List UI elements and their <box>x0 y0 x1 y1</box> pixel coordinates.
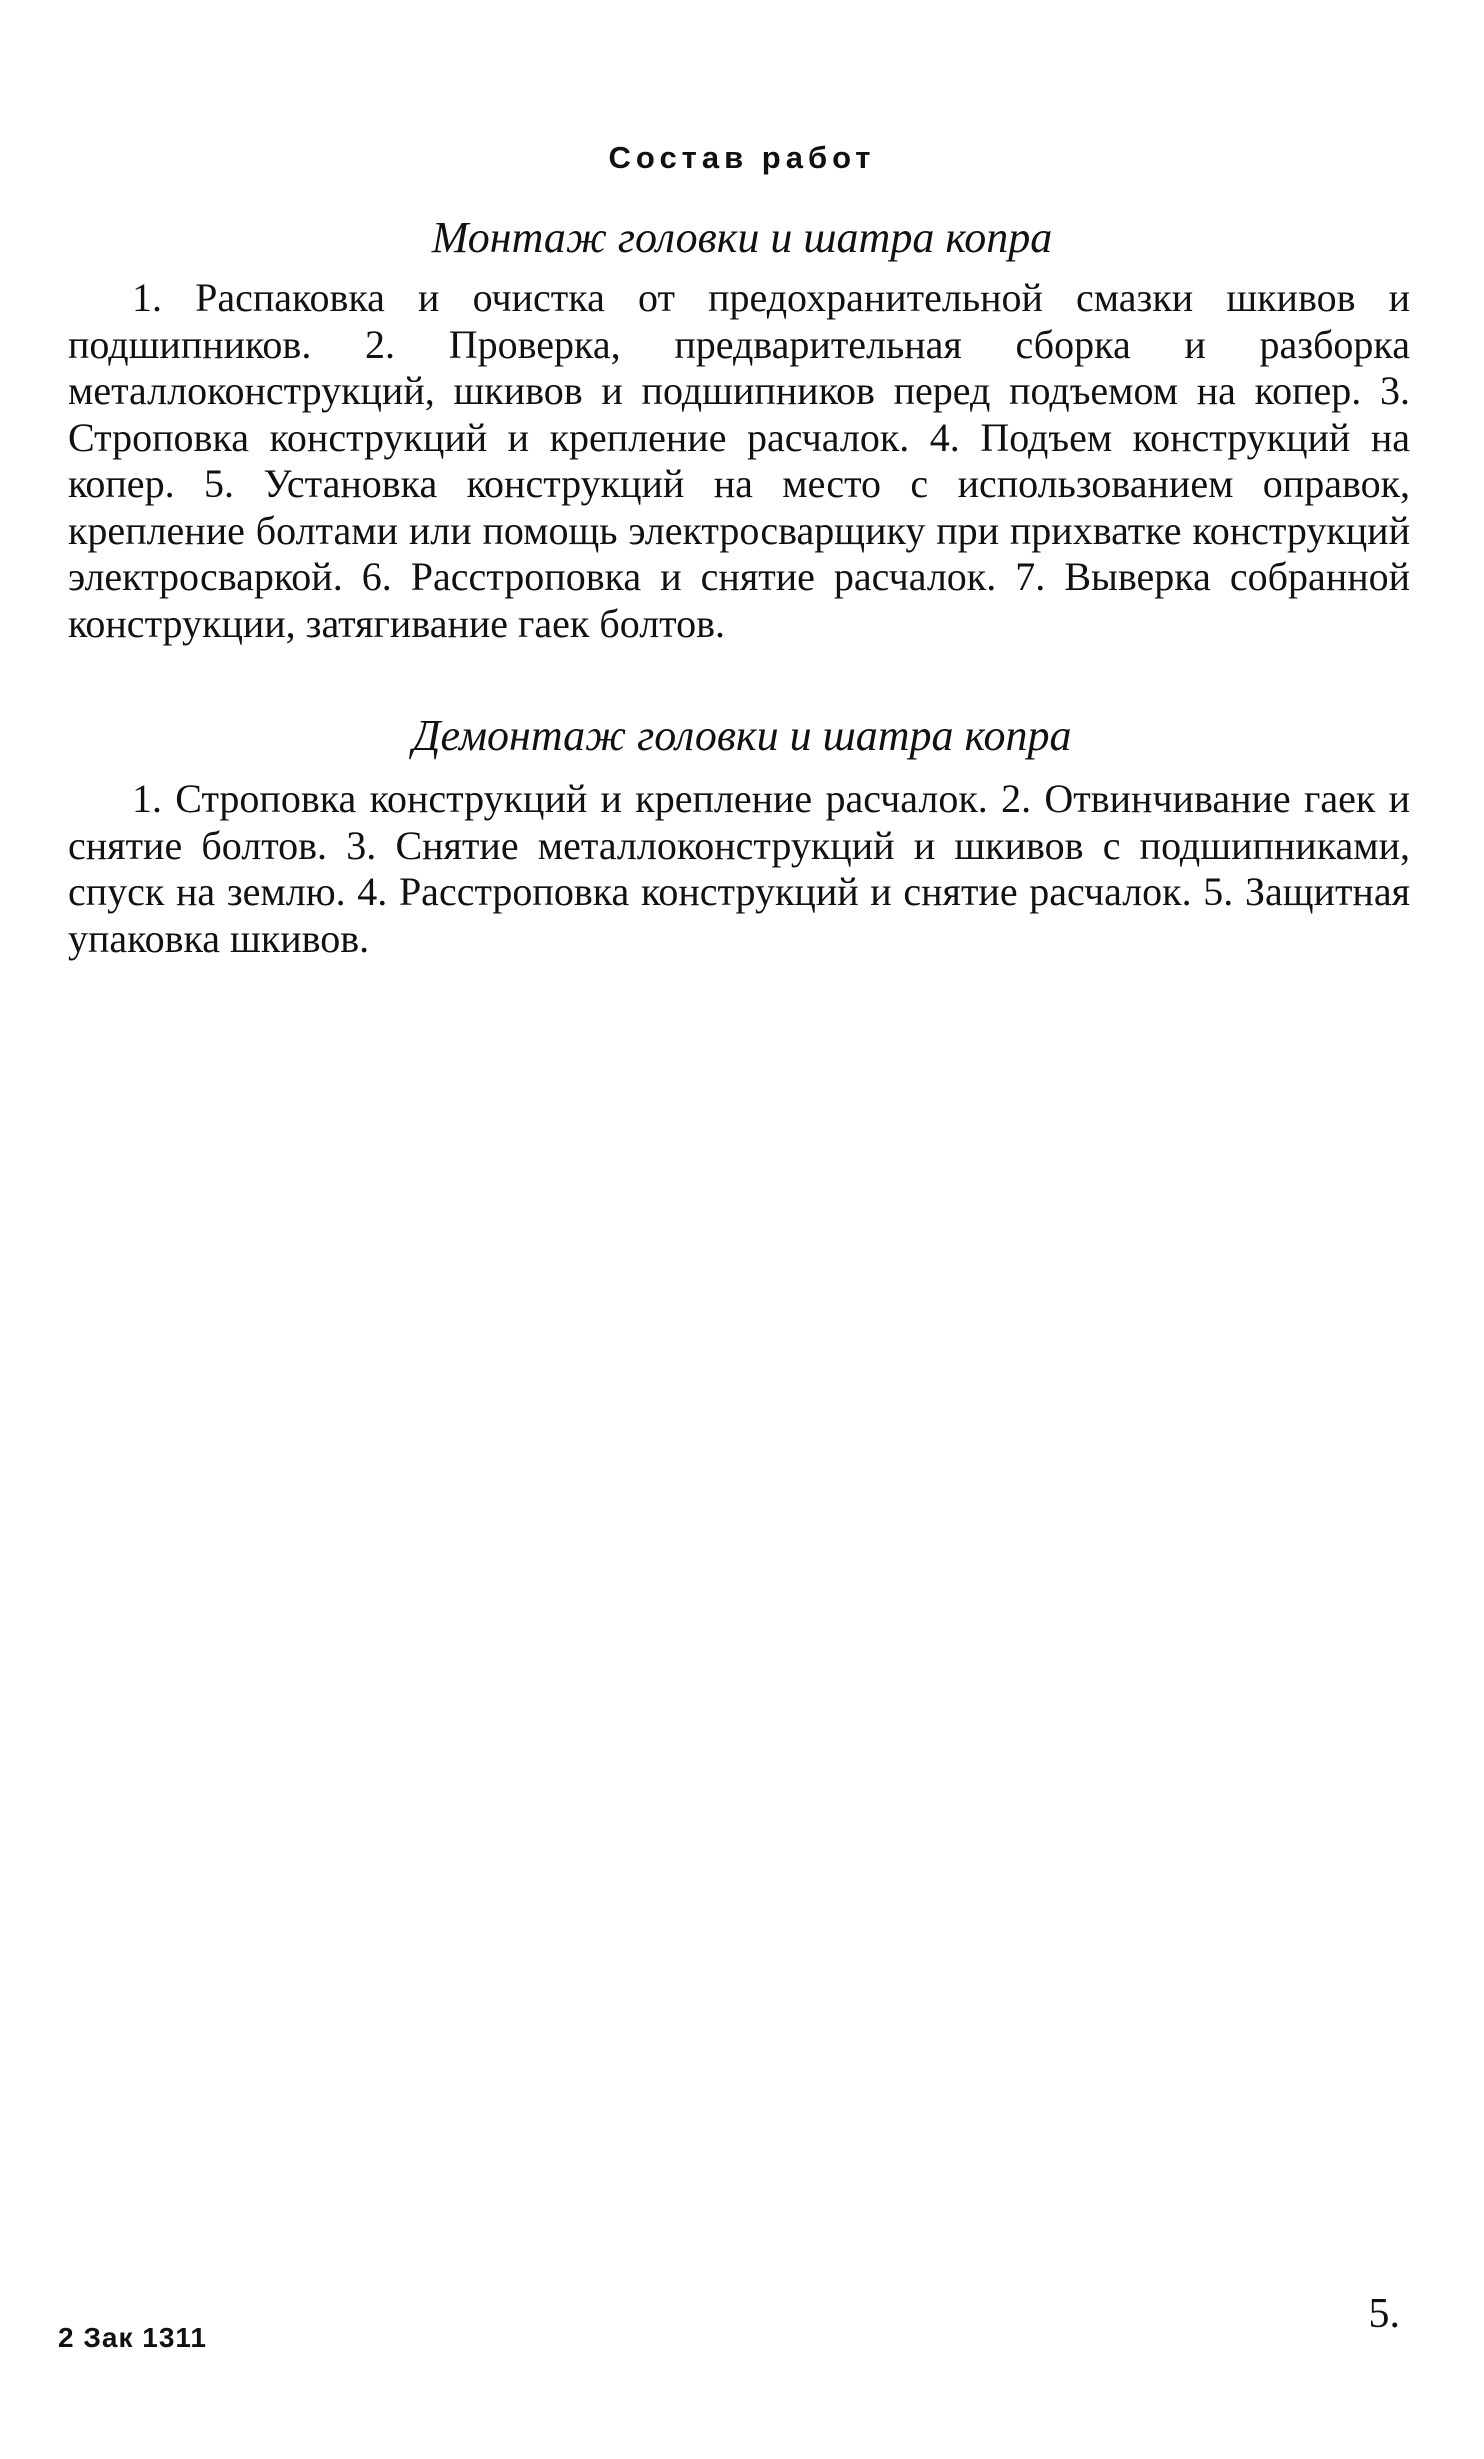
dismantling-subheading: Демонтаж головки и шатра копра <box>412 711 1072 760</box>
mounting-paragraph: 1. Распаковка и очистка от предохранительной смазки шкивов и подшипников. 2. Проверка, предварительная сборка и разборка металлоконструкций, шкивов и подшипников перед подъемом на копер. 3. Строповка конструкций и крепление расчалок. 4. Подъем конструкций на копер. 5. Установка конструкций на место с использованием оправок, крепление болтами или помощь электросварщику при прихватке конструкций электросваркой. 6. Расстроповка и снятие расчалок. 7. Выверка собранной конструкции, затягивание гаек болтов. <box>68 275 1410 646</box>
mounting-subheading: Монтаж головки и шатра копра <box>431 213 1053 262</box>
dismantling-paragraph: 1. Строповка конструкций и крепление расчалок. 2. Отвинчивание гаек и снятие болтов. 3. Снятие металлоконструкций и шкивов с подшипниками, спуск на землю. 4. Расстроповка конструкций и снятие расчалок. 5. Защитная упаковка шкивов. <box>68 776 1410 961</box>
section-heading: Состав работ <box>608 140 876 175</box>
print-order-mark: 2 Зак 1311 <box>58 2322 208 2353</box>
page-number: 5. <box>1368 2291 1400 2337</box>
